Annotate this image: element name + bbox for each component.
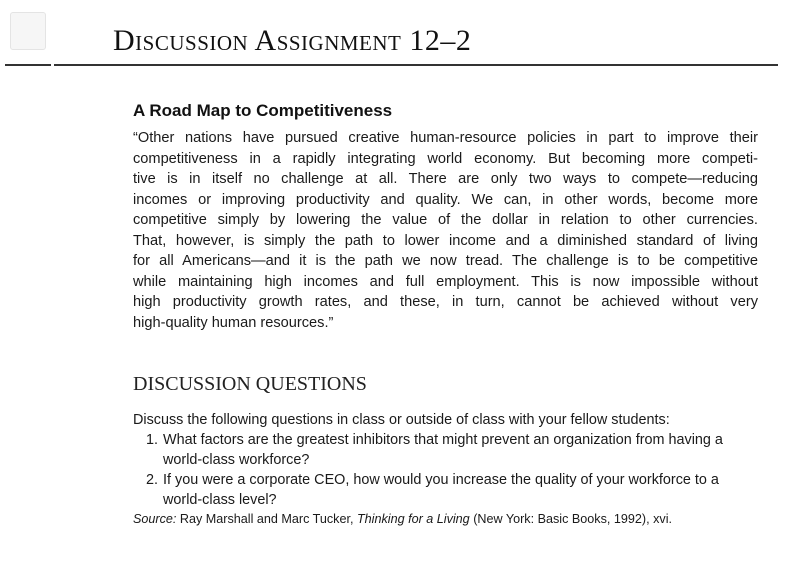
question-text: world-class level? [163,492,277,508]
source-citation [133,512,672,526]
divider [5,64,51,66]
questions-heading: DISCUSSION QUESTIONS [133,373,367,395]
quote-line: “Other nations have pursued creative human-resource policies in part to improve their [133,130,758,146]
quote-line: while maintaining high incomes and full employment. This is now impossible without [133,274,758,290]
quote-line: competitive simply by lowering the value of the dollar in relation to other currencies. [133,212,758,228]
quote-line: tive is in itself no challenge at all. There are only two ways to compete—reducing [133,171,758,187]
question-text: world-class workforce? [163,452,310,468]
question-text: If you were a corporate CEO, how would you increase the quality of your workforce to a [163,472,719,488]
source-label: Source: [133,512,177,526]
question-text: What factors are the greatest inhibitors that might prevent an organization from having a [163,432,723,448]
quote-line: competitiveness in a rapidly integrating world economy. But becoming more competi- [133,151,758,167]
divider [54,64,778,66]
quote-line: high productivity growth rates, and these, in turn, cannot be achieved without very [133,294,758,310]
source-book: Thinking for a Living [356,512,470,526]
page-title: Discussion Assignment 12–2 [113,24,472,57]
section-heading: A Road Map to Competitiveness [133,101,393,120]
question-number: 2. [146,472,159,488]
source-authors: Ray Marshall and Marc Tucker, [179,512,354,526]
book-icon [10,12,46,50]
questions-intro: Discuss the following questions in class or outside of class with your fellow students: [133,412,670,428]
quote-line: for all Americans—and it is the path we now tread. The challenge is to be competitive [133,253,758,269]
quote-line: incomes or improving productivity and quality. We can, in other words, become more [133,192,758,208]
question-number: 1. [146,432,159,448]
quote-line: That, however, is simply the path to lower income and a diminished standard of living [133,233,758,249]
quote-line: high-quality human resources.” [133,315,334,331]
source-details: (New York: Basic Books, 1992), xvi. [473,512,672,526]
